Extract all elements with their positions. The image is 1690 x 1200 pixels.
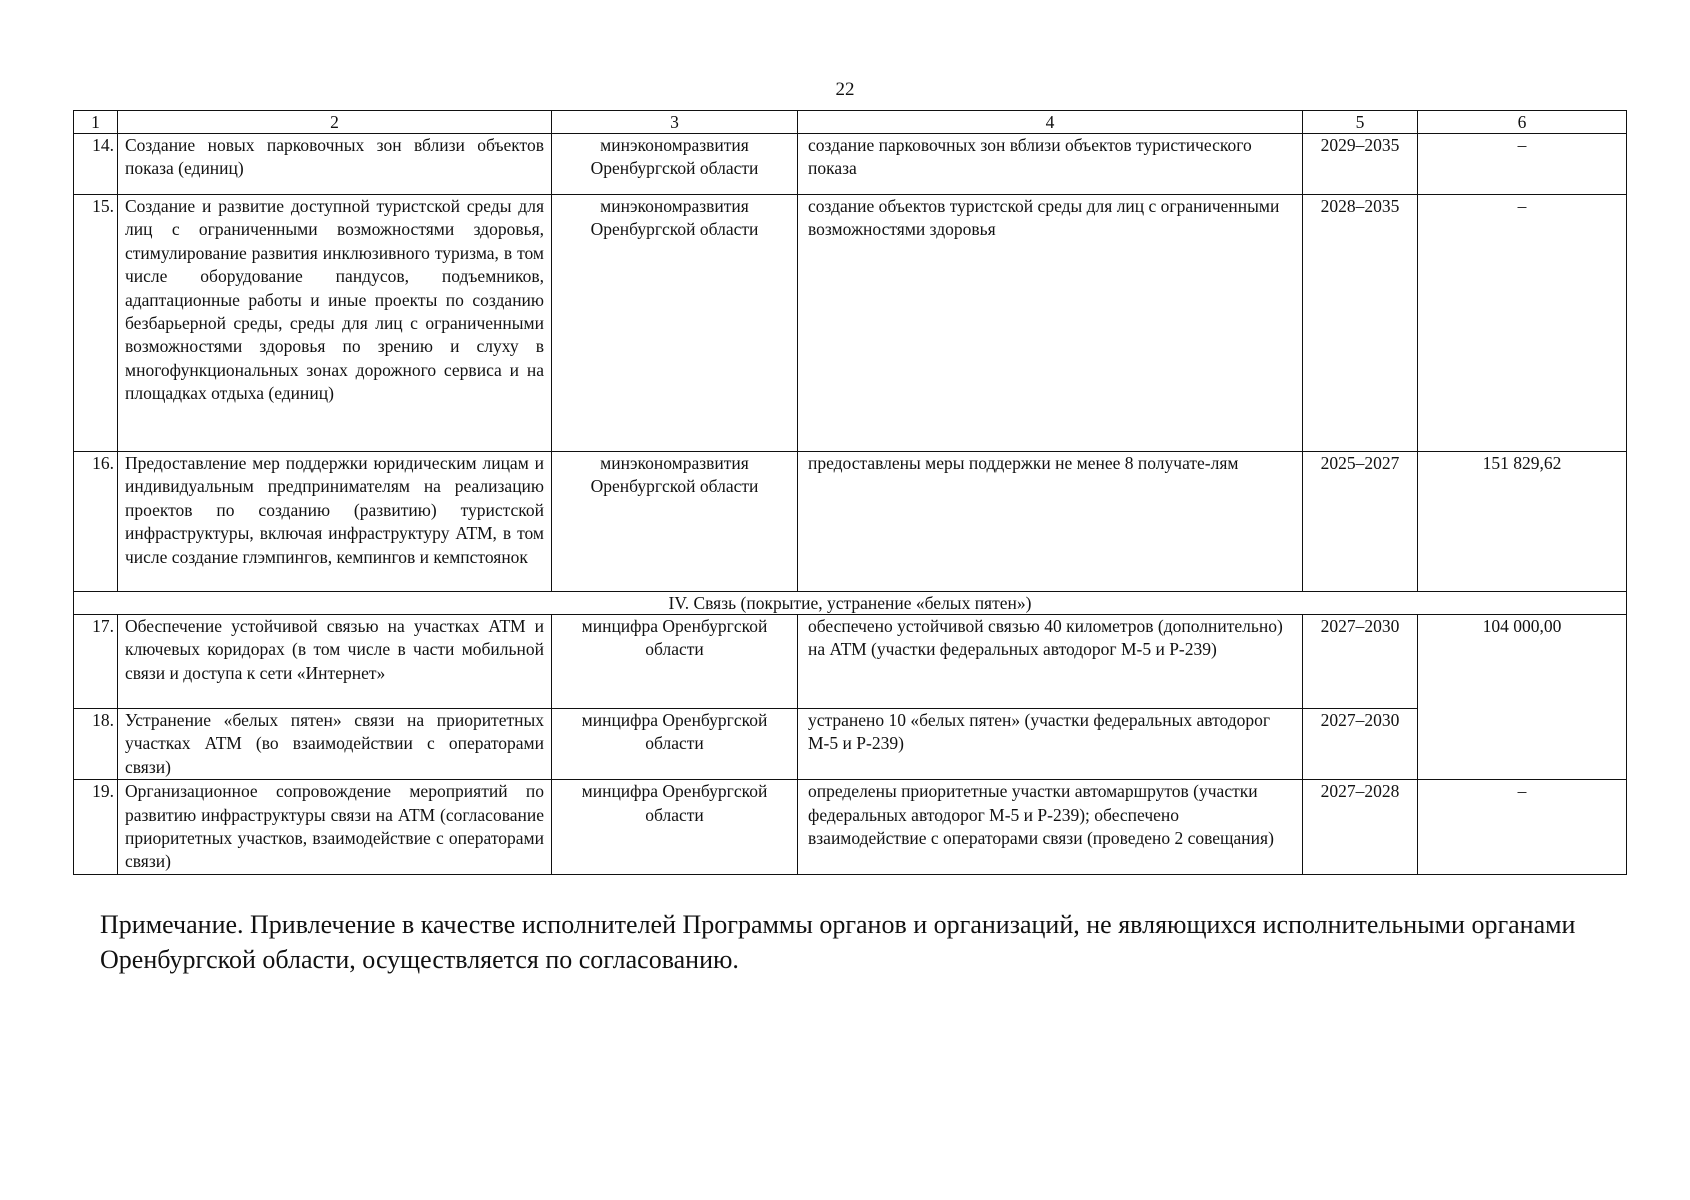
row-result: обеспечено устойчивой связью 40 километров (дополнительно) на АТМ (участки федеральных автодорог М-5 и Р-239)	[798, 615, 1303, 709]
row-result: определены приоритетные участки автомаршрутов (участки федеральных автодорог М-5 и Р-239); обеспечено взаимодействие с операторами связи (проведено 2 совещания)	[798, 780, 1303, 875]
row-description: Устранение «белых пятен» связи на приоритетных участках АТМ (во взаимодействии с операторами связи)	[118, 709, 552, 780]
row-amount: 104 000,00	[1418, 615, 1627, 780]
column-header-4: 4	[798, 111, 1303, 134]
row-number: 17.	[74, 615, 118, 709]
row-result: создание объектов туристской среды для лиц с ограниченными возможностями здоровья	[798, 195, 1303, 452]
row-executor: минцифра Оренбургской области	[552, 615, 798, 709]
row-period: 2027–2028	[1303, 780, 1418, 875]
row-description: Предоставление мер поддержки юридическим лицам и индивидуальным предпринимателям на реализацию проектов по созданию (развитию) туристской инфраструктуры, включая инфраструктуру АТМ, в том числе создание глэмпингов, кемпингов и кемпстоянок	[118, 452, 552, 592]
row-executor: минэкономразвития Оренбургской области	[552, 452, 798, 592]
row-result: создание парковочных зон вблизи объектов туристического показа	[798, 134, 1303, 195]
row-result: устранено 10 «белых пятен» (участки федеральных автодорог М-5 и Р-239)	[798, 709, 1303, 780]
row-amount: –	[1418, 780, 1627, 875]
table-row	[74, 134, 1627, 195]
column-header-3: 3	[552, 111, 798, 134]
section-heading: IV. Связь (покрытие, устранение «белых пятен»)	[74, 592, 1627, 615]
row-executor: минэкономразвития Оренбургской области	[552, 195, 798, 452]
column-header-6: 6	[1418, 111, 1627, 134]
row-number: 18.	[74, 709, 118, 780]
column-header-2: 2	[118, 111, 552, 134]
row-period: 2025–2027	[1303, 452, 1418, 592]
row-number: 19.	[74, 780, 118, 875]
row-period: 2028–2035	[1303, 195, 1418, 452]
row-number: 15.	[74, 195, 118, 452]
column-header-1: 1	[74, 111, 118, 134]
row-amount: –	[1418, 134, 1627, 195]
table-row	[74, 709, 1627, 780]
table-row	[74, 615, 1627, 709]
row-number: 14.	[74, 134, 118, 195]
row-result: предоставлены меры поддержки не менее 8 получате-лям	[798, 452, 1303, 592]
row-description: Создание новых парковочных зон вблизи объектов показа (единиц)	[118, 134, 552, 195]
column-header-5: 5	[1303, 111, 1418, 134]
row-amount: 151 829,62	[1418, 452, 1627, 592]
row-amount: –	[1418, 195, 1627, 452]
page-number: 22	[835, 79, 855, 100]
table-header-row	[74, 111, 1627, 134]
row-description: Создание и развитие доступной туристской среды для лиц с ограниченными возможностями здоровья, стимулирование развития инклюзивного туризма, в том числе оборудование пандусов, подъемников, адаптационные работы и иные проекты по созданию безбарьерной среды, среды для лиц с ограниченными возможностями здоровья по зрению и слуху в многофункциональных зонах дорожного сервиса и на площадках отдыха (единиц)	[118, 195, 552, 452]
table-row	[74, 452, 1627, 592]
row-executor: минцифра Оренбургской области	[552, 709, 798, 780]
footnote-text: Примечание. Привлечение в качестве исполнителей Программы органов и организаций, не являющихся исполнительными органами Оренбургской области, осуществляется по согласованию.	[100, 910, 1576, 974]
table-row	[74, 780, 1627, 875]
row-description: Организационное сопровождение мероприятий по развитию инфраструктуры связи на АТМ (согласование приоритетных участков, взаимодействие с операторами связи)	[118, 780, 552, 875]
row-executor: минцифра Оренбургской области	[552, 780, 798, 875]
row-number: 16.	[74, 452, 118, 592]
table-row	[74, 195, 1627, 452]
section-heading-row	[74, 592, 1627, 615]
row-period: 2027–2030	[1303, 709, 1418, 780]
row-period: 2029–2035	[1303, 134, 1418, 195]
row-description: Обеспечение устойчивой связью на участках АТМ и ключевых коридорах (в том числе в части мобильной связи и доступа к сети «Интернет»	[118, 615, 552, 709]
activities-table	[73, 110, 1627, 875]
row-period: 2027–2030	[1303, 615, 1418, 709]
row-executor: минэкономразвития Оренбургской области	[552, 134, 798, 195]
